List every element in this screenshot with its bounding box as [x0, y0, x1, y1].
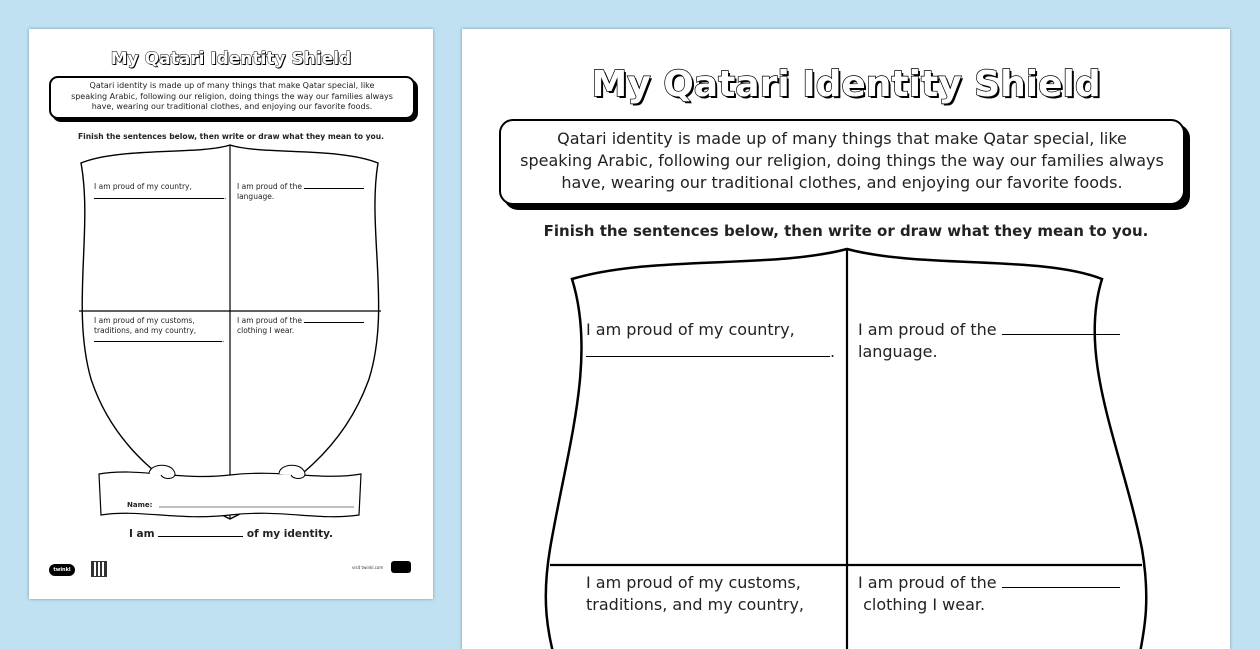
answer-blank[interactable]	[1002, 587, 1120, 588]
answer-blank[interactable]	[94, 341, 222, 342]
answer-blank[interactable]	[304, 188, 364, 189]
prompt-language: I am proud of the language.	[237, 182, 364, 201]
worksheet-preview-page	[29, 29, 433, 599]
answer-blank[interactable]	[1002, 334, 1120, 335]
instruction-text-large: Finish the sentences below, then write or draw what they mean to you.	[543, 222, 1149, 240]
answer-blank[interactable]	[304, 322, 364, 323]
worksheet-zoom-page	[462, 29, 1230, 649]
badge-icon	[391, 561, 411, 573]
prompt-country-large: I am proud of my country, .	[586, 320, 836, 361]
worksheet-title: My Qatari Identity Shield	[110, 49, 352, 69]
prompt-language-large: I am proud of the language.	[858, 319, 1120, 363]
twinkl-logo: twinkl	[49, 564, 75, 576]
intro-line: have, wearing our traditional clothes, and enjoying our favorite foods.	[91, 102, 373, 112]
shield-outline	[29, 29, 433, 599]
prompt-customs-large: I am proud of my customs, traditions, and my country,	[586, 573, 805, 614]
intro-line: Qatari identity is made up of many things that make Qatar special, like	[89, 81, 375, 90]
name-label: Name:	[127, 501, 153, 509]
identity-sentence: I am of my identity.	[129, 528, 334, 540]
intro-line: have, wearing our traditional clothes, and enjoying our favorite foods.	[561, 173, 1123, 192]
answer-blank[interactable]	[586, 356, 830, 357]
prompt-clothing: I am proud of the clothing I wear.	[237, 316, 364, 335]
intro-line: speaking Arabic, following our religion, doing things the way our families always	[71, 91, 393, 101]
prompt-clothing-large: I am proud of the clothing I wear.	[858, 572, 1120, 616]
intro-line: Qatari identity is made up of many things that make Qatar special, like	[557, 129, 1127, 148]
site-text: visit twinkl.com	[352, 565, 384, 570]
worksheet-title-large: My Qatari Identity Shield	[591, 64, 1101, 105]
answer-blank[interactable]	[94, 198, 224, 199]
qr-code-icon	[91, 561, 107, 577]
intro-line: speaking Arabic, following our religion, doing things the way our families always	[520, 151, 1164, 170]
prompt-country: I am proud of my country, .	[94, 182, 227, 201]
prompt-customs: I am proud of my customs, traditions, and my country, .	[94, 316, 225, 344]
instruction-text: Finish the sentences below, then write or draw what they mean to you.	[77, 132, 385, 141]
answer-blank[interactable]	[158, 536, 243, 537]
